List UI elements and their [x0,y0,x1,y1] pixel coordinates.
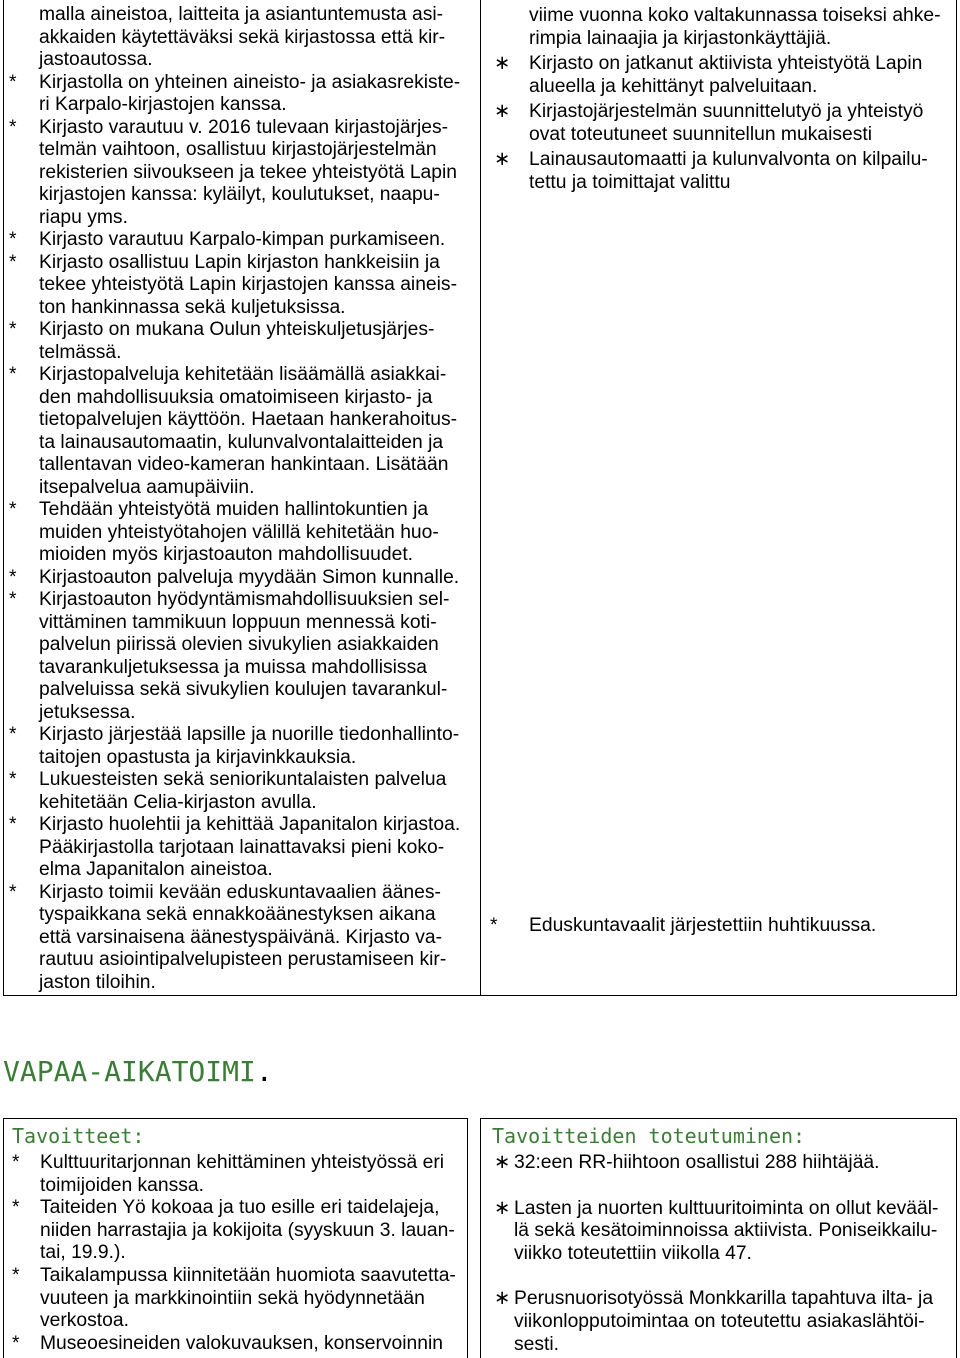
list-item [4,252,480,320]
bullet-marker: * [12,1264,20,1286]
text-line: kirjastojen kanssa: kyläilyt, koulutukset, naapu- [39,184,440,205]
bullet-marker: * [9,769,17,790]
text-line: Kirjastojärjestelmän suunnittelutyö ja yhteistyö [529,101,924,122]
bullet-marker: * [9,364,17,385]
text-line: viime vuonna koko valtakunnassa toiseksi ahke- [529,5,941,26]
list-item [4,117,480,230]
text-line: verkostoa. [40,1310,129,1332]
text-line: tietopalvelujen käyttöön. Haetaan hankerahoitus- [39,409,458,430]
list-item [4,1265,467,1333]
section-heading-period: . [255,1055,273,1088]
bullet-marker: * [9,116,17,138]
bullet-marker: * [9,229,17,250]
text-line: Kirjastoauton hyödyntämismahdollisuuksien sel- [39,589,450,610]
list-item [481,914,956,937]
list-item [4,589,480,724]
list-item [4,364,480,499]
text-line: vittäminen tammikuun loppuun mennessä koti- [39,611,437,633]
list-item [4,72,480,117]
section-heading [3,1056,273,1088]
bullet-marker: * [9,71,17,93]
list-item [4,499,480,567]
text-line: että varsinaisena äänestyspäivänä. Kirjasto va- [39,926,442,948]
text-line: Kirjastopalveluja kehitetään lisäämällä asiakkai- [39,364,447,385]
bullet-marker: ∗ [494,1152,511,1173]
text-line: viikko toteutettiin viikolla 47. [514,1242,752,1264]
text-line: 32:een RR-hiihtoon osallistui 288 hiihtäjää. [514,1152,880,1173]
text-line: itsepalvelua aamupäiviin. [39,476,255,498]
text-line: telmässä. [39,341,122,363]
bullet-marker: ∗ [494,1197,511,1219]
list-item [481,148,956,194]
list-item [4,567,480,590]
text-line: jaston tiloihin. [39,971,156,993]
bullet-marker: * [9,724,17,745]
text-line: Kirjasto osallistuu Lapin kirjaston hankkeisiin ja [39,251,440,273]
bullet-marker: * [9,589,17,610]
bullet-marker: * [12,1332,20,1354]
leisure-results-list [481,1152,956,1356]
results-list-extra [481,914,956,937]
list-item [4,1333,467,1356]
goals-header: Tavoitteet: [12,1124,145,1148]
list-item [481,1152,956,1175]
text-line: Pääkirjastolla tarjotaan lainattavaksi pieni koko- [39,836,445,858]
text-line: toimijoiden kanssa. [40,1174,204,1196]
bullet-marker: ∗ [494,1288,511,1310]
text-line: Kirjasto varautuu v. 2016 tulevaan kirjastojärjes- [39,116,449,138]
text-line: taitojen opastusta ja kirjavinkkauksia. [39,746,357,768]
text-line: Kirjasto toimii kevään eduskuntavaalien äänes- [39,881,441,903]
leisure-goals-list [4,1152,467,1355]
bullet-marker: * [9,566,17,588]
bullet-marker: ∗ [494,53,511,74]
text-line: Kirjasto järjestää lapsille ja nuorille tiedonhallinto- [39,724,460,745]
results-list [481,4,956,194]
bullet-marker: ∗ [494,149,511,170]
table-cell-goals [4,0,481,995]
text-line: palvelun piirissä olevien sivukylien asiakkaiden [39,634,439,655]
text-line: Kirjasto huolehtii ja kehittää Japanitalon kirjastoa. [39,814,461,835]
bullet-marker: * [490,915,498,936]
text-line: lä sekä kesätoiminnoissa aktiivista. Poniseikkailu- [514,1220,938,1242]
leisure-goals-cell [3,1118,468,1358]
list-item [4,1152,467,1197]
text-line: malla aineistoa, laitteita ja asiantuntemusta asi- [39,4,444,25]
text-line: telmän vaihtoon, osallistuu kirjastojärjestelmän [39,139,437,160]
text-line: Kirjastoauton palveluja myydään Simon kunnalle. [39,566,460,588]
list-item [4,1197,467,1265]
text-line: riapu yms. [39,206,128,228]
list-item [481,1288,956,1356]
text-line: vuuteen ja markkinointiin sekä hyödynnetään [40,1287,425,1309]
text-line: Taikalampussa kiinnitetään huomiota saavutetta- [40,1264,456,1286]
table-cell-results [481,0,956,995]
text-line: Lasten ja nuorten kulttuuritoiminta on ollut kevääl- [514,1197,939,1219]
list-item [4,814,480,882]
text-line: tai, 19.9.). [40,1242,126,1264]
list-item [4,724,480,769]
bullet-marker: * [9,814,17,835]
leisure-results-cell [480,1118,957,1358]
text-line: Kirjastolla on yhteinen aineisto- ja asiakasrekiste- [39,71,461,93]
text-line: ri Karpalo-kirjastojen kanssa. [39,94,287,115]
list-item [481,4,956,50]
text-line: rekisterien siivoukseen ja tekee yhteistyötä Lapin [39,161,457,183]
bullet-marker: * [9,881,17,903]
text-line: tyspaikkana sekä ennakkoäänestyksen aikana [39,904,436,925]
text-line: ta lainausautomaatin, kulunvalvontalaitteiden ja [39,431,444,453]
bullet-marker: ∗ [494,101,511,122]
list-item [481,52,956,98]
text-line: Eduskuntavaalit järjestettiin huhtikuussa. [529,915,877,936]
list-item [4,319,480,364]
text-line: mioiden myös kirjastoauton mahdollisuudet. [39,544,414,565]
text-line: tekee yhteistyötä Lapin kirjastojen kanssa aineis- [39,274,457,295]
text-line: Lukuesteisten sekä seniorikuntalaisten palvelua [39,769,447,790]
text-line: kehitetään Celia-kirjaston avulla. [39,791,317,813]
text-line: Kirjasto on mukana Oulun yhteiskuljetusjärjes- [39,319,435,340]
list-item [4,882,480,995]
text-line: ovat toteutuneet suunnitellun mukaisesti [529,124,872,145]
list-item [4,4,480,72]
text-line: jastoautossa. [39,49,153,70]
text-line: rimpia lainaajia ja kirjastonkäyttäjiä. [529,28,832,49]
list-item [4,229,480,252]
list-item [481,1198,956,1266]
list-item [4,769,480,814]
text-line: Perusnuorisotyössä Monkkarilla tapahtuva ilta- ja [514,1288,934,1310]
bullet-marker: * [12,1197,20,1219]
bullet-marker: * [9,251,17,273]
text-line: Kirjasto varautuu Karpalo-kimpan purkamiseen. [39,229,446,250]
library-plan-table [3,0,957,996]
text-line: tallentavan video-kameran hankintaan. Lisätään [39,454,449,475]
bullet-marker: * [12,1152,20,1173]
text-line: jetuksessa. [39,701,136,723]
text-line: niiden harrastajia ja kokijoita (syyskuun 3. lauan- [40,1219,455,1241]
text-line: muiden yhteistyötahojen välillä kehitetään huo- [39,521,439,543]
list-item [481,100,956,146]
text-line: Tehdään yhteistyötä muiden hallintokuntien ja [39,499,429,520]
goals-list [4,4,480,994]
text-line: Kulttuuritarjonnan kehittäminen yhteistyössä eri [40,1152,445,1173]
text-line: Lainausautomaatti ja kulunvalvonta on kilpailu- [529,149,928,170]
text-line: rautuu asiointipalvelupisteen perustamiseen kir- [39,949,447,970]
bullet-marker: * [9,319,17,340]
results-list-bottom [481,914,956,937]
text-line: palveluissa sekä sivukylien koulujen tavarankul- [39,679,448,700]
text-line: tavarankuljetuksessa ja muissa mahdollisissa [39,656,427,678]
text-line: akkaiden käytettäväksi sekä kirjastossa että kir- [39,26,446,48]
text-line: tettu ja toimittajat valittu [529,172,731,193]
text-line: Taiteiden Yö kokoaa ja tuo esille eri taidelajeja, [40,1197,440,1219]
bullet-marker: * [9,499,17,520]
text-line: elma Japanitalon aineistoa. [39,859,273,880]
section-heading-text: VAPAA-AIKATOIMI [3,1055,256,1088]
text-line: Museoesineiden valokuvauksen, konservoinnin [40,1332,444,1354]
text-line: viikonlopputoimintaa on toteutettu asiakaslähtöi- [514,1310,925,1332]
text-line: ton hankinnassa sekä kuljetuksissa. [39,296,346,318]
text-line: Kirjasto on jatkanut aktiivista yhteistyötä Lapin [529,53,923,74]
results-header: Tavoitteiden toteutuminen: [492,1124,806,1148]
text-line: alueella ja kehittänyt palveluitaan. [529,76,818,97]
text-line: den mahdollisuuksia omatoimiseen kirjasto- ja [39,386,433,408]
text-line: sesti. [514,1333,560,1355]
